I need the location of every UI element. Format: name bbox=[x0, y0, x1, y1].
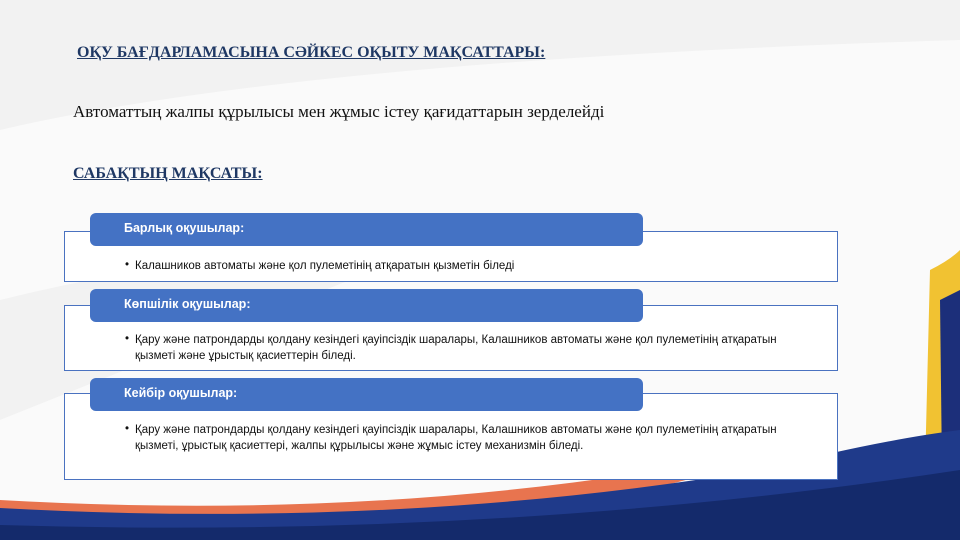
goal-box-all: • Калашников автоматы және қол пулеметінің атқаратын қызметін біледі bbox=[64, 231, 838, 282]
goal-text: Қару және патрондарды қолдану кезіндегі қауіпсіздік шаралары, Калашников автоматы және қол пулеметінің атқаратын қызметі, ұрыстық қасиеттері, жалпы құрылысы және жұмыс істеу механизмін біледі. bbox=[135, 424, 777, 452]
page-title: ОҚУ БАҒДАРЛАМАСЫНА СӘЙКЕС ОҚЫТУ МАҚСАТТАРЫ: bbox=[77, 44, 546, 61]
goal-header-all: Барлық оқушылар: bbox=[90, 213, 643, 246]
goal-box-some: • Қару және патрондарды қолдану кезіндегі қауіпсіздік шаралары, Калашников автоматы және қол пулеметінің атқаратын қызметі, ұрыстық қасиеттері, жалпы құрылысы және жұмыс істеу механизмін біледі. bbox=[64, 393, 838, 480]
goal-header-some: Кейбір оқушылар: bbox=[90, 378, 643, 411]
goal-text: Калашников автоматы және қол пулеметінің атқаратын қызметін біледі bbox=[135, 260, 515, 272]
goal-text: Қару және патрондарды қолдану кезіндегі қауіпсіздік шаралары, Калашников автоматы және қол пулеметінің атқаратын қызметі және ұрыстық қасиеттерін біледі. bbox=[135, 334, 777, 362]
goal-box-most: • Қару және патрондарды қолдану кезіндегі қауіпсіздік шаралары, Калашников автоматы және қол пулеметінің атқаратын қызметі және ұрыстық қасиеттерін біледі. bbox=[64, 305, 838, 371]
subtitle: Автоматтың жалпы құрылысы мен жұмыс істеу қағидаттарын зерделейді bbox=[73, 102, 605, 121]
goal-header-most: Көпшілік оқушылар: bbox=[90, 289, 643, 322]
lesson-goal-heading: САБАҚТЫҢ МАҚСАТЫ: bbox=[73, 165, 263, 182]
